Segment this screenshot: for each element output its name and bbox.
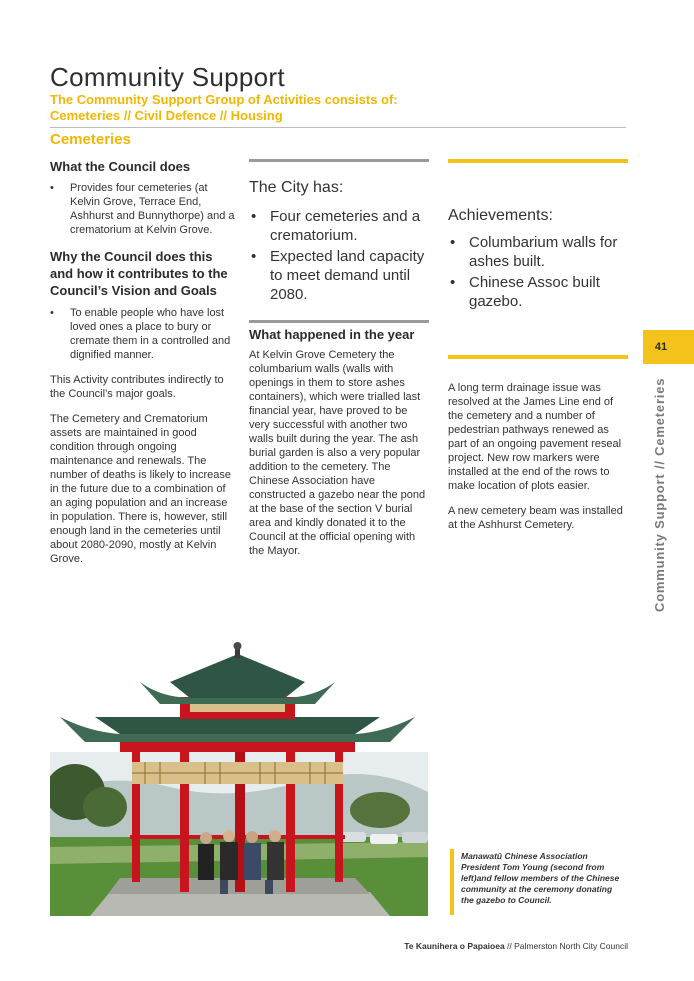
column-3-top-rule	[448, 159, 628, 163]
why-council-heading: Why the Council does this and how it contributes to the Council’s Vision and Goals	[50, 249, 228, 298]
section-heading: Cemeteries	[50, 131, 131, 148]
bullet-icon: •	[50, 307, 54, 319]
header-divider	[50, 127, 626, 128]
photo-caption: Manawatū Chinese Association President Tom Young (second from left)and fellow members of the Chinese community at the ceremony donating the gazebo to Council.	[461, 851, 620, 905]
what-council-does-heading: What the Council does	[50, 159, 191, 174]
list-item	[50, 181, 238, 237]
bullet-icon: •	[251, 208, 257, 225]
page-title: Community Support	[50, 62, 285, 92]
body-paragraph: At Kelvin Grove Cemetery the columbarium walls (walls with openings in them to store ashes containers), which were trialled last financial year, have proved to be very successful with another two walls built during the year. The ash burial garden is also a very popular addition to the cemetery. The Chinese Association have constructed a gazebo near the pond at the base of the section V burial area and kindly donated it to the Council at the official opening with the Mayor.	[249, 349, 426, 557]
page-subtitle	[50, 92, 610, 124]
footer-org-english: Palmerston North City Council	[514, 941, 628, 951]
bullet-icon: •	[450, 234, 456, 251]
bullet-text: Provides four cemeteries (at Kelvin Grove, Terrace End, Ashhurst and Bunnythorpe) and a crematorium at Kelvin Grove.	[70, 182, 235, 236]
bullet-icon: •	[50, 182, 54, 194]
column-1	[50, 158, 238, 566]
footer-org-maori: Te Kaunihera o Papaioea	[404, 941, 505, 951]
gazebo-illustration	[50, 642, 428, 916]
achievements-heading: Achievements:	[448, 207, 553, 224]
column-2-top-rule	[249, 159, 429, 162]
what-happened-heading: What happened in the year	[249, 327, 415, 342]
body-paragraph: This Activity contributes indirectly to the Council’s major goals.	[50, 374, 224, 400]
page-footer	[300, 941, 628, 951]
city-has-heading: The City has:	[249, 179, 344, 196]
caption-accent-bar	[450, 849, 454, 915]
column-2-happened	[249, 326, 429, 558]
page-number: 41	[654, 341, 668, 353]
list-item	[448, 233, 628, 271]
body-paragraph: A long term drainage issue was resolved at the James Line end of the cemetery and a number of pedestrian pathways renewed as part of an ongoing pavement reseal project. New row markers were installed at the end of the rows to make location of plots easier.	[448, 382, 622, 492]
bullet-icon: •	[450, 274, 456, 291]
column-3-body	[448, 381, 628, 532]
bullet-text: Four cemeteries and a crematorium.	[270, 208, 421, 244]
footer-separator: //	[504, 941, 515, 951]
subtitle-line-2: Cemeteries // Civil Defence // Housing	[50, 108, 283, 123]
bullet-text: Columbarium walls for ashes built.	[469, 234, 618, 270]
column-2-mid-rule	[249, 320, 429, 323]
column-2	[249, 178, 429, 304]
bullet-text: Expected land capacity to meet demand until 2080.	[270, 248, 425, 303]
subtitle-line-1: The Community Support Group of Activities consists of:	[50, 92, 398, 107]
column-3	[448, 206, 628, 311]
list-item	[50, 306, 238, 362]
body-paragraph: A new cemetery beam was installed at the Ashhurst Cemetery.	[448, 505, 623, 531]
bullet-text: To enable people who have lost loved ones a place to bury or cremate them in a controlled and dignified manner.	[70, 307, 231, 361]
column-3-mid-rule	[448, 355, 628, 359]
bullet-icon: •	[251, 248, 257, 265]
bullet-text: Chinese Assoc built gazebo.	[469, 274, 600, 310]
sidebar-section-label: Community Support // Cemeteries	[652, 377, 667, 612]
gazebo-photo	[50, 642, 428, 916]
body-paragraph: The Cemetery and Crematorium assets are maintained in good condition through ongoing maintenance and renewals. The number of deaths is likely to increase in the future due to a combination of an aging population and an increase in population. There is, however, still enough land in the cemeteries until about 2080-2090, mostly at Kelvin Grove.	[50, 413, 231, 565]
list-item	[448, 273, 628, 311]
list-item	[249, 207, 429, 245]
list-item	[249, 247, 429, 304]
